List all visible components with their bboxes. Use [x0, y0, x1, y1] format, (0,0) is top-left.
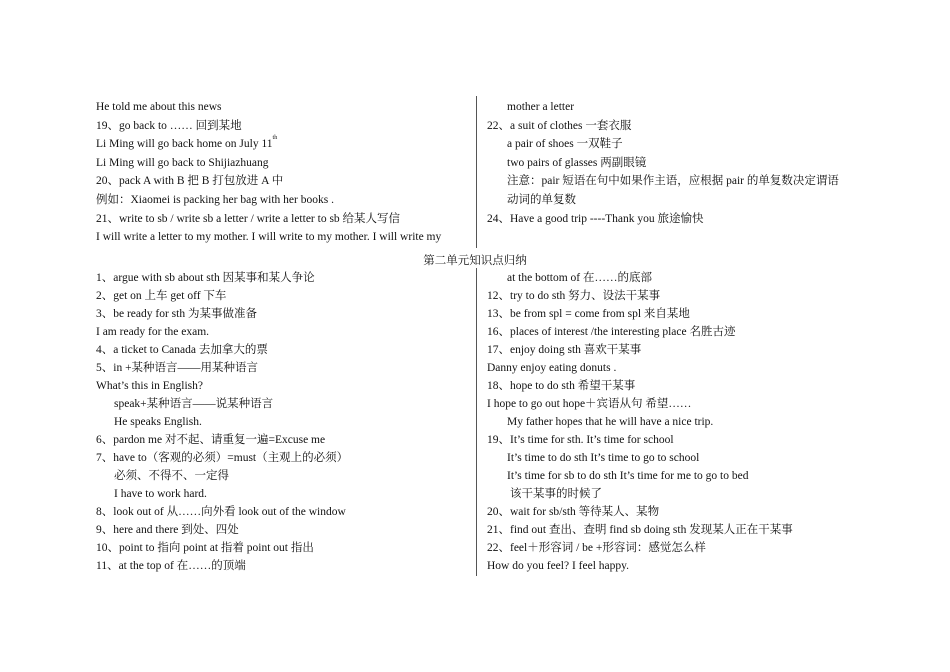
text-line: at the bottom of 在……的底部	[507, 272, 653, 284]
text-line: I have to work hard.	[114, 488, 207, 500]
text-line: 20、wait for sb/sth 等待某人、某物	[487, 506, 660, 518]
text-line: 12、try to do sth 努力、设法干某事	[487, 290, 661, 302]
text-line: 24、Have a good trip ----Thank you 旅途愉快	[487, 212, 704, 225]
text-line: a pair of shoes 一双鞋子	[507, 138, 623, 151]
section-title: 第二单元知识点归纳	[423, 255, 527, 267]
text-line: 18、hope to do sth 希望干某事	[487, 380, 636, 392]
text-line: 8、look out of 从……向外看 look out of the window	[96, 506, 346, 518]
text-line: two pairs of glasses 两副眼镜	[507, 156, 647, 169]
ordinal-suffix: th	[272, 135, 278, 142]
text-line: 17、enjoy doing sth 喜欢干某事	[487, 344, 642, 356]
text-line: I am ready for the exam.	[96, 326, 210, 338]
text-line: 7、have to（客观的必须）=must（主观上的必须）	[96, 452, 349, 464]
text-line: 2、get on 上车 get off 下车	[96, 290, 227, 302]
text-line: My father hopes that he will have a nice trip.	[507, 416, 714, 428]
text-line: speak+某种语言——说某种语言	[114, 398, 274, 410]
text-line: 例如：Xiaomei is packing her bag with her books .	[96, 193, 334, 206]
text-line: 5、in +某种语言——用某种语言	[96, 362, 259, 374]
text-line	[96, 135, 441, 154]
text-line: It’s time for sb to do sth It’s time for me to go to bed	[507, 470, 749, 482]
text-line: 11、at the top of 在……的顶端	[96, 560, 246, 572]
text-line: I will write a letter to my mother. I will write to my mother. I will write my	[96, 231, 442, 244]
text-line: It’s time to do sth It’s time to go to school	[507, 452, 700, 464]
bottom-left-column	[96, 269, 348, 575]
text-line: 16、places of interest /the interesting place 名胜古迹	[487, 326, 736, 338]
text-line: What’s this in English?	[96, 380, 204, 392]
text-line: 21、find out 查出、查明 find sb doing sth 发现某人正在干某事	[487, 524, 793, 536]
text-line: He speaks English.	[114, 416, 202, 428]
text-line: 9、here and there 到处、四处	[96, 524, 239, 536]
text-line: 13、be from spl = come from spl 来自某地	[487, 308, 690, 320]
text-line: 22、feel＋形容词 / be +形容词：感觉怎么样	[487, 542, 706, 554]
text-line: He told me about this news	[96, 101, 222, 113]
text-line: 动词的单复数	[507, 193, 576, 206]
text-line: 19、go back to …… 回到某地	[96, 119, 242, 132]
text-line: Li Ming will go back to Shijiazhuang	[96, 156, 269, 169]
text-line: 6、pardon me 对不起、请重复一遍=Excuse me	[96, 434, 326, 446]
text-line: 该干某事的时候了	[510, 488, 602, 500]
text-line: 注意：pair 短语在句中如果作主语，应根据 pair 的单复数决定谓语	[507, 175, 839, 188]
top-left-column	[96, 98, 441, 247]
text-line: 4、a ticket to Canada 去加拿大的票	[96, 344, 268, 356]
text-line: 19、It’s time for sth. It’s time for school	[487, 434, 674, 446]
text-line: Danny enjoy eating donuts .	[487, 362, 617, 374]
text-line: I hope to go out hope＋宾语从句 希望……	[487, 398, 692, 410]
text-line: 21、write to sb / write sb a letter / write a letter to sb 给某人写信	[96, 212, 401, 225]
bottom-right-column	[487, 269, 793, 575]
text-line: mother a letter	[507, 101, 575, 113]
text-line: 20、pack A with B 把 B 打包放进 A 中	[96, 175, 284, 188]
column-divider-bottom	[476, 268, 477, 576]
text-line: 10、point to 指向 point at 指着 point out 指出	[96, 542, 314, 554]
text-line: How do you feel? I feel happy.	[487, 560, 629, 572]
text-line: 必须、不得不、一定得	[114, 470, 229, 482]
july-date-text: Li Ming will go back home on July 11	[96, 138, 273, 151]
column-divider-top	[476, 96, 477, 248]
text-line: 1、argue with sb about sth 因某事和某人争论	[96, 272, 315, 284]
text-line: 3、be ready for sth 为某事做准备	[96, 308, 257, 320]
text-line: 22、a suit of clothes 一套衣服	[487, 119, 632, 132]
top-right-column	[487, 98, 839, 228]
